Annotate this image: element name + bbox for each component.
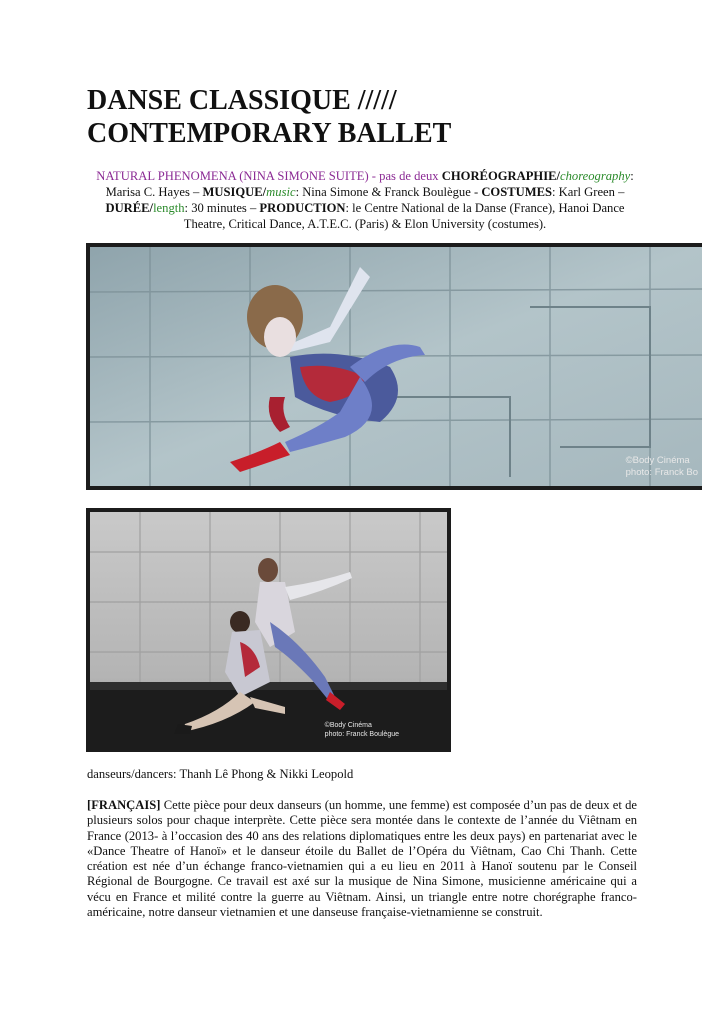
music-label-en: music [266,185,296,199]
costumes-label: COSTUMES [481,185,552,199]
photo1-watermark-line2: photo: Franck Bo [625,466,698,478]
music-label: MUSIQUE/ [202,185,267,199]
photo2-watermark-line1: ©Body Cinéma [324,722,372,730]
language-label: [FRANÇAIS] [87,798,161,812]
pas-de-deux-image [90,512,447,748]
duree-label-en: length [153,201,185,215]
pas-de-deux-photo [86,508,451,752]
piece-name: NATURAL PHENOMENA (NINA SIMONE SUITE) - pas de deux [96,169,439,183]
duree-label: DURÉE/ [105,201,154,215]
production-label: PRODUCTION [259,201,346,215]
page-title [87,84,687,150]
duree-value: : 30 minutes – [184,201,257,215]
french-paragraph-text: Cette pièce pour deux danseurs (un homme, une femme) est composée d’un pas de deux et de plusieurs solos pour chaque interprète. Cette pièce sera montée dans le contexte de l’année du Viêtnam en France (2013- à l’occasion des 40 ans des relations diplomatiques entre les deux pays) en partenariat avec le «Dance Theatre of Hanoï» et le danseur étoile du Ballet de l’Opéra du Viêtnam, Cao Chi Thanh. Cette création est née d’un échange franco-vietnamien qui a eu lieu en 2011 à Hanoï soutenu par le Conseil Régional de Bourgogne. Ce travail est axé sur la musique de Nina Simone, musicienne américaine qui a vécu en France et milité contre la guerre au Viêtnam. Ainsi, un triangle entre notre chorégraphe franco-américaine, notre danseur vietnamien et une danseuse française-vietnamienne se construit. [87,798,637,920]
title-line-2: CONTEMPORARY BALLET [87,118,452,149]
dancer-leap-image [90,247,702,486]
costumes-value: : Karl Green – [552,185,625,199]
title-line-1: DANSE CLASSIQUE ///// [87,85,397,116]
production-value: : le Centre National de la Danse (France), Hanoi Dance Theatre, Critical Dance, A.T.E.C. (Paris) & Elon University (costumes). [183,201,625,231]
dancer-leap-photo [86,243,702,490]
photo1-watermark-line1: ©Body Cinéma [625,455,690,467]
credits-block [90,168,640,232]
photo2-watermark [325,722,399,739]
dancers-caption: danseurs/dancers: Thanh Lê Phong & Nikki Leopold [87,767,354,781]
photo1-watermark [626,455,698,478]
choreo-label: CHORÉOGRAPHIE/ [441,169,561,183]
music-value: : Nina Simone & Franck Boulègue - [295,185,479,199]
choreo-value: : Marisa C. Hayes – [105,169,634,199]
choreo-label-en: choreography [560,169,631,183]
french-paragraph [87,798,637,920]
photo2-watermark-line2: photo: Franck Boulègue [324,730,399,738]
